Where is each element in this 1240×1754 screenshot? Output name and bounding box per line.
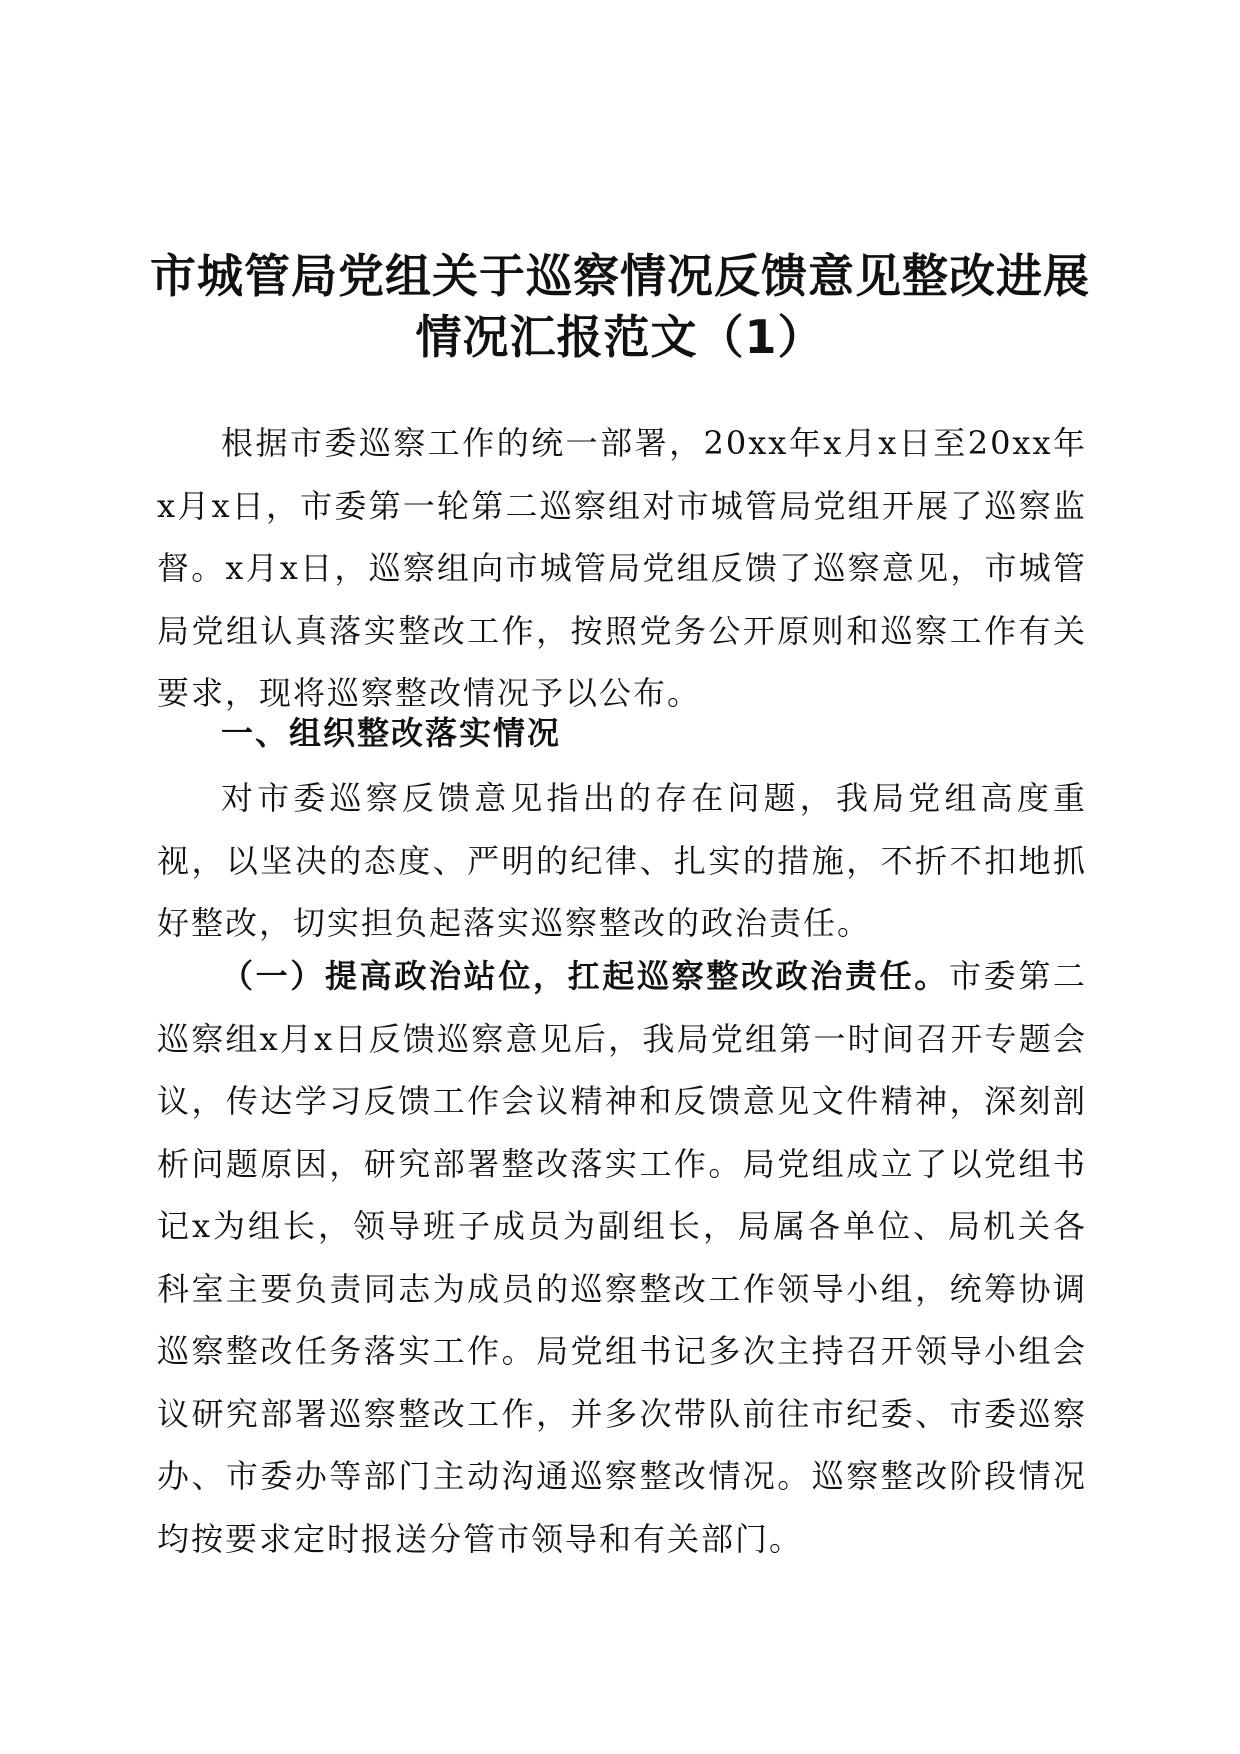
document-title-line-1: 市城管局党组关于巡察情况反馈意见整改进展: [150, 249, 1090, 303]
subsection-1-paragraph: [157, 945, 1087, 1570]
subsection-1-lead: （一）提高政治站位，扛起巡察整改政治责任。: [221, 957, 949, 995]
intro-paragraph: 根据市委巡察工作的统一部署，20xx年x月x日至20xx年x月x日，市委第一轮第二巡察组对市城管局党组开展了巡察监督。x月x日，巡察组向市城管局党组反馈了巡察意见，市城管局党组认真落实整改工作，按照党务公开原则和巡察工作有关要求，现将巡察整改情况予以公布。: [157, 424, 1087, 712]
document-title-line-2: 情况汇报范文（1）: [415, 310, 825, 364]
section-heading-1: 一、组织整改落实情况: [221, 714, 562, 752]
section-1-paragraph: 对市委巡察反馈意见指出的存在问题，我局党组高度重视，以坚决的态度、严明的纪律、扎实的措施，不折不扣地抓好整改，切实担负起落实巡察整改的政治责任。: [157, 779, 1087, 942]
subsection-1-body: 市委第二巡察组x月x日反馈巡察意见后，我局党组第一时间召开专题会议，传达学习反馈工作会议精神和反馈意见文件精神，深刻剖析问题原因，研究部署整改落实工作。局党组成立了以党组书记x为组长，领导班子成员为副组长，局属各单位、局机关各科室主要负责同志为成员的巡察整改工作领导小组，统筹协调巡察整改任务落实工作。局党组书记多次主持召开领导小组会议研究部署巡察整改工作，并多次带队前往市纪委、市委巡察办、市委办等部门主动沟通巡察整改情况。巡察整改阶段情况均按要求定时报送分管市领导和有关部门。: [157, 957, 1087, 1558]
